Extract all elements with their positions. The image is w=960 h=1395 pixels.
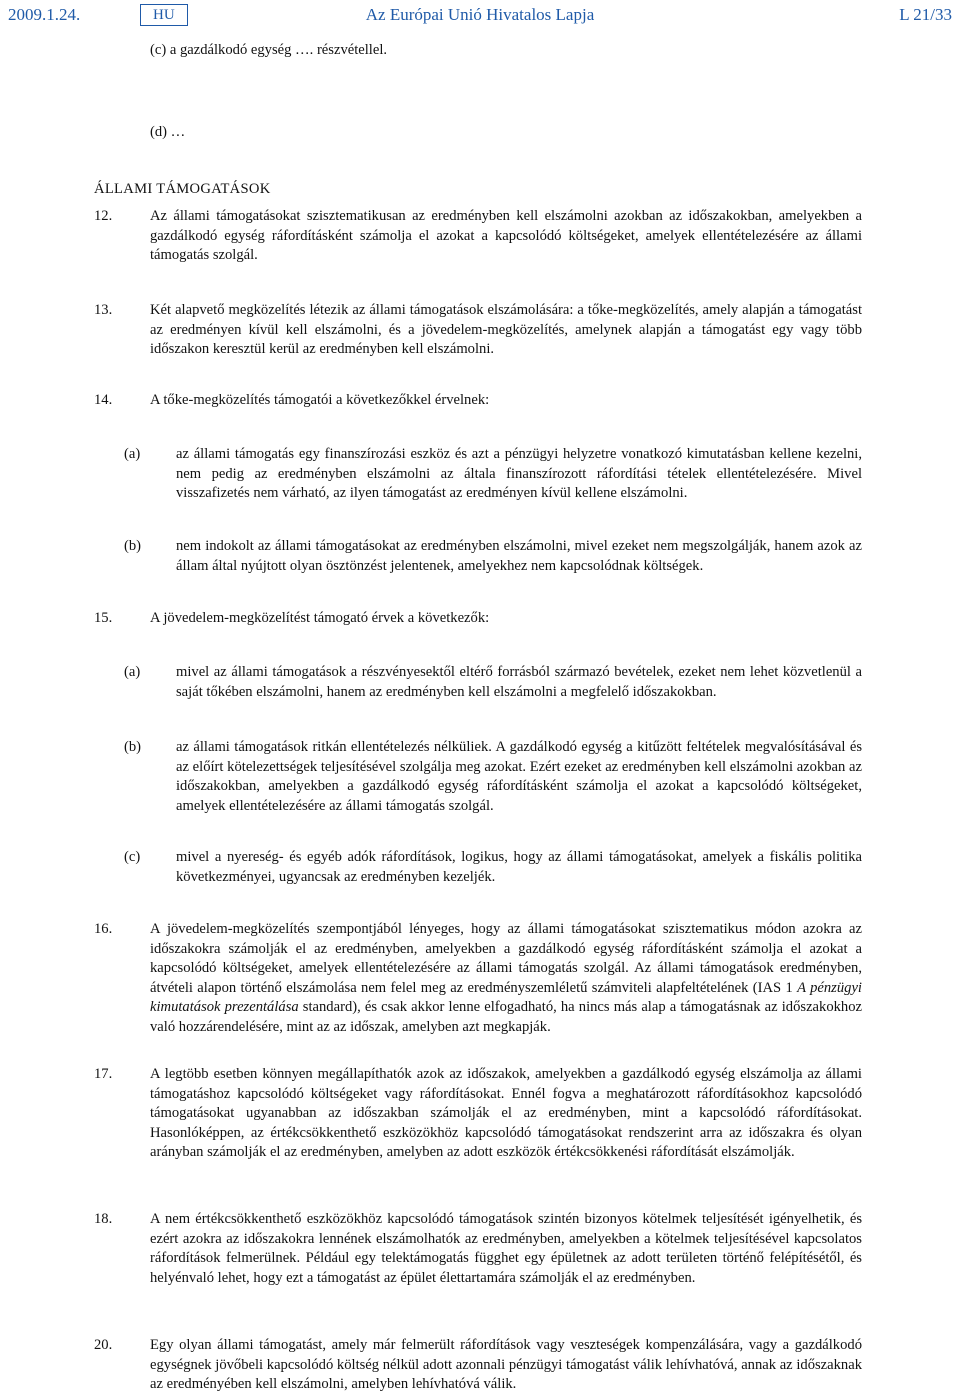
list-label: (a) [124, 664, 141, 680]
list-item-text: az állami támogatás egy finanszírozási eszköz és azt a pénzügyi helyzetre vonatkozó kimutatásban kellene kezelni, nem pedig az eredményben elszámolni az általa finanszírozott ráfordítási tételek ellentételezésére. Mivel visszafizetés nem várható, az ilyen támogatást az eredményen kívül kellene elszámolni. [176, 446, 862, 501]
paragraph-15-b [124, 738, 862, 816]
language-code-box: HU [140, 4, 188, 26]
paragraph-16-text-a: A jövedelem-megközelítés szempontjából lényeges, hogy az állami támogatásokat szisztematikus módon azokra az időszakokra számolják el az eredményben, amelyekben a gazdálkodó egység ráfordításként számolja el azokat a kapcsolódó költségeket, amelyek ellentételezésére az állami támogatás szolgál. Az állami támogatások eredményben, átvételi alapon történő elszámolása nem felel meg az eredményszemléletű számviteli alapfeltételének (IAS 1 [150, 921, 862, 996]
list-label: (c) [124, 849, 141, 865]
item-d-top: (d) … [150, 124, 186, 140]
paragraph-18: A nem értékcsökkenthető eszközökhöz kapcsolódó támogatások szintén bizonyos kötelmek teljesítését igényelhetik, és ezért azokra az időszakokra lennének elszámolhatók az eredményben, amelyekben a kötelmek teljesítésével kapcsolatos ráfordítások felmerülnek. Például egy telektámogatás függhet egy épületnek az adott területen történő felépítésétől, és helyénvaló lehet, hogy ezt a támogatást az épület élettartamára számolják el az eredményben. [150, 1211, 862, 1286]
paragraph-16 [150, 920, 862, 1037]
page-reference: L 21/33 [899, 5, 952, 24]
paragraph-15-a [124, 663, 862, 702]
paragraph-number-20: 20. [94, 1337, 113, 1353]
publication-date: 2009.1.24. [8, 5, 81, 24]
paragraph-16-text-b: standard), és csak akkor lenne elfogadható, ha nincs más alap a támogatásnak az időszakokhoz való hozzárendelésére, mint az az időszak, amelyben azt megkapják. [150, 999, 862, 1035]
paragraph-number-17: 17. [94, 1066, 113, 1082]
paragraph-15-c [124, 848, 862, 887]
section-heading: ÁLLAMI TÁMOGATÁSOK [94, 181, 271, 197]
list-item-text: nem indokolt az állami támogatásokat az eredményben elszámolni, mivel ezeket nem megszolgálják, hanem azok az állam által nyújtott olyan ösztönzést jelentenek, amelyekhez nem kapcsolódnak költségek. [176, 538, 862, 574]
page-header [8, 4, 952, 26]
list-item-text: mivel az állami támogatások a részvényesektől eltérő forrásból származó bevételek, ezeket nem lehet közvetlenül a saját tőkében elszámolni, hanem az eredményben kell elszámolni a megfelelő időszakokban. [176, 664, 862, 700]
item-c-top: (c) a gazdálkodó egység …. részvétellel. [150, 42, 388, 58]
list-label: (b) [124, 538, 142, 554]
paragraph-number-12: 12. [94, 208, 113, 224]
paragraph-15: A jövedelem-megközelítést támogató érvek a következők: [150, 610, 490, 626]
paragraph-number-15: 15. [94, 610, 113, 626]
paragraph-number-16: 16. [94, 921, 113, 937]
paragraph-12: Az állami támogatásokat szisztematikusan az eredményben kell elszámolni azokban az időszakokban, amelyekben a gazdálkodó egység ráfordításként számolja el azokat a kapcsolódó költségeket, amelyek ellentételezésére az állami támogatás szolgál. [150, 208, 862, 263]
list-item-text: az állami támogatások ritkán ellentételezés nélküliek. A gazdálkodó egység a kitűzött feltételek megvalósításával és az előírt kötelezettségek teljesítésével szolgálja meg azokat. Ezért ezeket az eredményben kell elszámolni azokban az időszakokban, amelyekben a gazdálkodó egység ráfordításként számolja el azokat a kapcsolódó költségeket, amelyek ellentételezésére az állami támogatás szolgál. [176, 739, 862, 814]
paragraph-20: Egy olyan állami támogatást, amely már felmerült ráfordítások vagy veszteségek kompenzálására, vagy a gazdálkodó egységnek jövőbeli kapcsolódó költség nélkül adott azonnali pénzügyi támogatást válik lehívhatóvá, annak az időszaknak az eredményében kell elszámolni, amelyben lehívhatóvá válik. [150, 1337, 862, 1392]
list-label: (b) [124, 739, 142, 755]
paragraph-17: A legtöbb esetben könnyen megállapíthatók azok az időszakok, amelyekben a gazdálkodó egység elszámolja az állami támogatáshoz kapcsolódó költségeket vagy ráfordításokat. Ennél fogva a meghatározott ráfordításokhoz kapcsolódó támogatásokat ugyanabban az időszakban számolják el az eredményben, mint a kapcsolódó ráfordításokat. Hasonlóképpen, az értékcsökkenthető eszközökhöz kapcsolódó támogatásokat rendszerint arra az időszakra és olyan arányban számolják el az eredményben, amelyben az adott eszközök értékcsökkenési ráfordítását elszámolják. [150, 1066, 862, 1160]
paragraph-14: A tőke-megközelítés támogatói a következőkkel érvelnek: [150, 392, 490, 408]
paragraph-14-a [124, 445, 862, 504]
paragraph-14-b [124, 537, 862, 576]
list-item-text: mivel a nyereség- és egyéb adók ráfordítások, logikus, hogy az állami támogatásokat, amelyek a fiskális politika következményei, ugyancsak az eredményben kezeljék. [176, 849, 862, 885]
paragraph-number-14: 14. [94, 392, 113, 408]
paragraph-number-13: 13. [94, 302, 113, 318]
list-label: (a) [124, 446, 141, 462]
paragraph-number-18: 18. [94, 1211, 113, 1227]
journal-title: Az Európai Unió Hivatalos Lapja [365, 5, 595, 24]
standard-title-italic: A pénzügyi kimutatások prezentálása [150, 979, 862, 1015]
paragraph-13: Két alapvető megközelítés létezik az állami támogatások elszámolására: a tőke-megközelítés, amely alapján a támogatást az eredményen kívül kell elszámolni, és a jövedelem-megközelítés, amelynek alapján a támogatást egy vagy több időszakon keresztül kerül az eredményben kell elszámolni. [150, 302, 862, 357]
